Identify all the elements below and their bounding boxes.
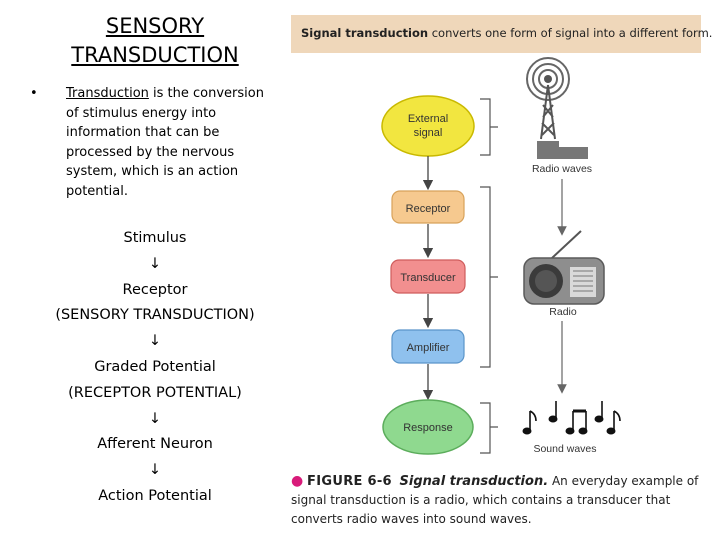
receptor-label: Receptor: [405, 203, 451, 215]
sound-waves-label: Sound waves: [533, 443, 597, 455]
response-node: [383, 400, 473, 454]
figure-header-rest: converts one form of signal into a different form.: [428, 26, 713, 40]
bullet-term: Transduction: [66, 86, 149, 101]
caption-title: Signal transduction.: [399, 474, 549, 489]
bullet-paragraph: [66, 84, 276, 201]
caption-text: An everyday example of signal transduction is a radio, which contains a transducer that converts radio waves into sound waves.: [291, 474, 699, 526]
flow-receptor: Receptor: [122, 281, 188, 298]
transducer-label: Transducer: [400, 272, 456, 284]
flow-action-potential: Action Potential: [98, 487, 212, 504]
slide-title: [40, 12, 270, 70]
external-label-line2: signal: [413, 127, 443, 139]
flow-afferent-neuron: Afferent Neuron: [97, 436, 213, 453]
receptor-node: [392, 191, 464, 223]
response-label: Response: [403, 422, 453, 434]
signal-transduction-diagram: [291, 55, 711, 465]
bullet-marker: •: [30, 86, 38, 101]
transduction-flow: [40, 226, 270, 510]
caption-dot-icon: ●: [291, 473, 304, 489]
radio-label: Radio: [549, 306, 577, 318]
radio-tower-icon: [527, 58, 588, 159]
flow-sensory-transduction: (SENSORY TRANSDUCTION): [55, 307, 255, 324]
music-notes-icon: [523, 401, 620, 434]
radio-icon: [524, 231, 604, 304]
radio-waves-label: Radio waves: [531, 163, 593, 175]
figure-header-bold: Signal transduction: [301, 26, 429, 40]
bullet-body: is the conversion of stimulus energy into information that can be processed by the nervous system, which is an action potential.: [66, 86, 264, 199]
down-arrow-icon: ↓: [148, 410, 162, 427]
down-arrow-icon: ↓: [148, 462, 162, 479]
flow-graded-potential: Graded Potential: [94, 358, 216, 375]
transducer-node: [391, 260, 465, 293]
title-line-2: TRANSDUCTION: [71, 43, 239, 67]
figure-caption: [291, 472, 711, 529]
external-signal-node: [382, 96, 474, 156]
bracket-external: [480, 99, 498, 155]
bracket-response: [480, 403, 498, 453]
amplifier-label: Amplifier: [406, 342, 450, 354]
figure-header: [291, 15, 713, 53]
down-arrow-icon: ↓: [148, 333, 162, 350]
title-line-1: SENSORY: [105, 14, 205, 38]
down-arrow-icon: ↓: [148, 255, 162, 272]
bracket-radio: [480, 187, 498, 367]
external-label-line1: External: [407, 113, 449, 125]
flow-stimulus: Stimulus: [123, 230, 187, 246]
flow-receptor-potential: (RECEPTOR POTENTIAL): [68, 384, 242, 401]
amplifier-node: [392, 330, 464, 363]
caption-figure-label: FIGURE 6-6: [307, 474, 392, 489]
